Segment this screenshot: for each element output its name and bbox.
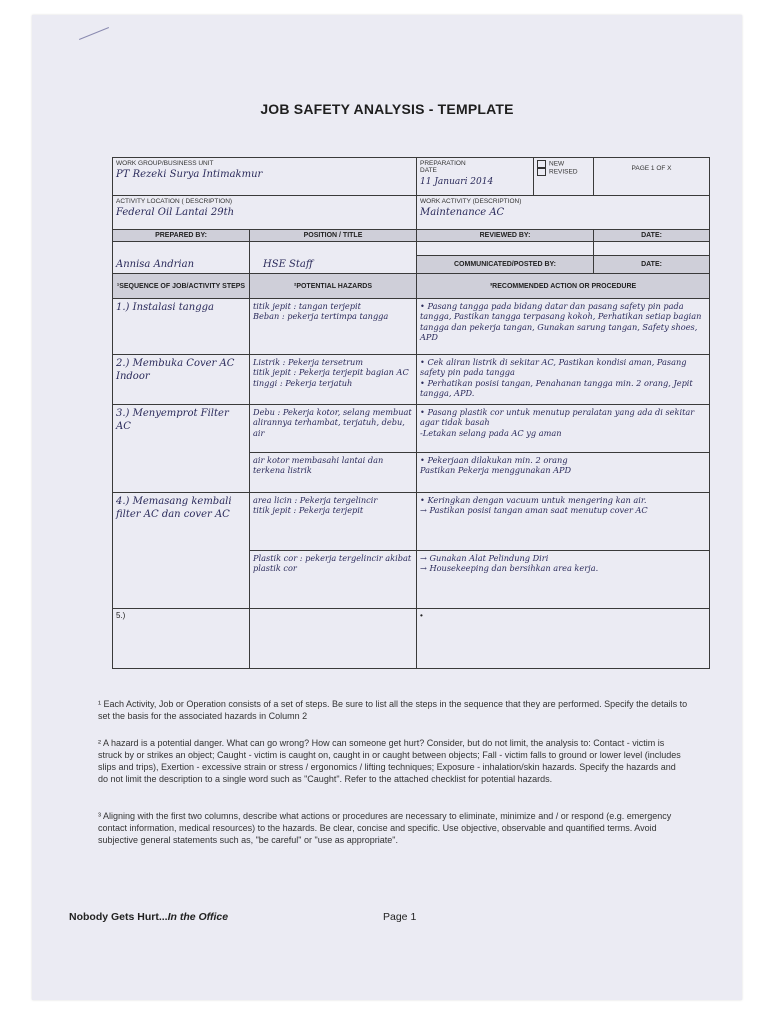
prep-date-label-2: DATE	[420, 167, 437, 175]
hazard-item: area licin : Pekerja tergelincir	[253, 495, 378, 505]
action-item: • Pasang tangga pada bidang datar dan pasang safety pin pada tangga, Pastikan tangga terpasang kokoh, Perhatikan setiap bagian tangga dan pekerja tangan, Gunakan sarung tangan, Safety shoes, APD	[420, 301, 702, 342]
note-3	[98, 810, 688, 846]
reviewed-date-cell	[594, 242, 710, 256]
action-cell	[417, 355, 710, 405]
action-cell	[417, 493, 710, 551]
communicated-header: COMMUNICATED/POSTED BY:	[417, 256, 594, 274]
action-item: • Perhatikan posisi tangan, Penahanan tangga min. 2 orang, Jepit tangga, APD.	[420, 377, 693, 398]
action-item: → Gunakan Alat Pelindung Diri	[420, 553, 549, 563]
date-header: DATE:	[594, 230, 710, 242]
hazard-item: titik jepit : Pekerja terjepit	[253, 505, 364, 516]
document-title: JOB SAFETY ANALYSIS - TEMPLATE	[260, 101, 514, 117]
hazard-cell	[250, 551, 417, 609]
table-row	[113, 609, 710, 669]
hazards-column-header: ²POTENTIAL HAZARDS	[250, 274, 417, 299]
footer-page-number: Page 1	[383, 911, 417, 923]
new-checkbox[interactable]	[537, 160, 546, 168]
pen-mark	[79, 27, 109, 40]
action-item: Pastikan Pekerja menggunakan APD	[420, 465, 572, 476]
hazard-cell	[250, 405, 417, 453]
hazard-item: Debu : Pekerja kotor, selang membuat alirannya terhambat, terjatuh, debu, air	[253, 407, 412, 438]
hazard-item: air kotor membasahi lantai dan terkena listrik	[253, 455, 384, 476]
prepared-by-cell	[113, 242, 250, 274]
action-item: • Cek aliran listrik di sekitar AC, Pastikan kondisi aman, Pasang safety pin pada tangga	[420, 357, 687, 378]
activity-location-cell	[113, 196, 417, 230]
action-item: • Keringkan dengan vacuum untuk mengering kan air.	[420, 495, 647, 505]
hazard-cell	[250, 453, 417, 493]
preparation-date-cell	[417, 158, 534, 196]
action-cell	[417, 299, 710, 355]
action-item: • Pasang plastik cor untuk menutup peralatan yang ada di sekitar agar tidak basah	[420, 407, 695, 428]
work-activity-cell	[417, 196, 710, 230]
note-text: ³ Aligning with the first two columns, describe what actions or procedures are necessary to eliminate, minimize and / or respond (e.g. emergency contact information, medical resources) to the hazards. Be clear, concise and specific. Use objective, observable and quantified terms. Avoid subjective general statements such as, "be careful" or "use as appropriate".	[98, 811, 672, 846]
hazard-item: tinggi : Pekerja terjatuh	[253, 377, 353, 388]
work-activity-label: WORK ACTIVITY (DESCRIPTION)	[420, 198, 522, 205]
prepared-by-header: PREPARED BY:	[113, 230, 250, 242]
action-cell	[417, 551, 710, 609]
hazard-item: titik jepit : Pekerja terjepit bagian AC	[253, 367, 409, 378]
note-2	[98, 737, 688, 786]
note-text: ¹ Each Activity, Job or Operation consists of a set of steps. Be sure to list all the steps in the sequence that they are performed. Specify the details to set the basis for the associated hazards in Column 2	[98, 699, 688, 722]
note-1	[98, 698, 688, 722]
page-cell	[594, 158, 710, 196]
hazard-cell	[250, 299, 417, 355]
jsa-table	[112, 157, 710, 669]
action-item: • Pekerjaan dilakukan min. 2 orang	[420, 455, 568, 465]
new-revised-cell	[534, 158, 594, 196]
reviewed-by-header: REVIEWED BY:	[417, 230, 594, 242]
hazard-cell	[250, 355, 417, 405]
actions-column-header: ³RECOMMENDED ACTION OR PROCEDURE	[417, 274, 710, 299]
work-activity-value: Maintenance AC	[420, 207, 505, 219]
footer-slogan	[69, 911, 228, 923]
activity-location-label: ACTIVITY LOCATION ( DESCRIPTION)	[116, 198, 233, 205]
table-row	[113, 493, 710, 551]
table-row	[113, 355, 710, 405]
prep-date-label-1: PREPARATION	[420, 160, 466, 167]
work-group-cell	[113, 158, 417, 196]
action-item: •	[420, 611, 423, 620]
document-page	[32, 15, 742, 1000]
action-item: → Housekeeping dan bersihkan area kerja.	[420, 563, 599, 574]
date-header-2: DATE:	[594, 256, 710, 274]
table-row	[113, 299, 710, 355]
page-label: PAGE 1 OF X	[631, 165, 672, 172]
step-cell: 4.) Memasang kembali filter AC dan cover AC	[113, 493, 250, 609]
activity-location-value: Federal Oil Lantai 29th	[116, 207, 235, 219]
revised-label: REVISED	[549, 168, 578, 176]
steps-column-header: ¹SEQUENCE OF JOB/ACTIVITY STEPS	[113, 274, 250, 299]
step-cell: 5.)	[113, 609, 250, 669]
action-item: -Letakan selang pada AC yg aman	[420, 427, 562, 438]
action-cell	[417, 405, 710, 453]
action-cell	[417, 453, 710, 493]
footer-slogan-bold: Nobody Gets Hurt...	[69, 911, 168, 923]
position-value: HSE Staff	[263, 259, 313, 270]
work-group-value: PT Rezeki Surya Intimakmur	[116, 169, 263, 181]
hazard-item: Beban : pekerja tertimpa tangga	[253, 311, 389, 322]
hazard-item: Listrik : Pekerja tersetrum	[253, 357, 364, 367]
hazard-cell	[250, 609, 417, 669]
prep-date-value: 11 Januari 2014	[420, 176, 494, 187]
step-cell: 3.) Menyemprot Filter AC	[113, 405, 250, 493]
table-row	[113, 405, 710, 453]
action-cell	[417, 609, 710, 669]
prepared-by-value: Annisa Andrian	[116, 259, 195, 270]
reviewed-by-cell	[417, 242, 594, 256]
note-text: ² A hazard is a potential danger. What can go wrong? How can someone get hurt? Consider, but do not limit, the analysis to: Contact - victim is struck by or strikes an object; Caught - victim is caught on, caught in or caught between objects; Fall - victim falls to ground or lower level (includes slips and trips), Exertion - excessive strain or stress / ergonomics / lifting techniques; Exposure - inhalation/skin hazards. Specify the hazards and do not limit the description to a single word such as "Caught". Refer to the attached checklist for potential hazards.	[98, 738, 681, 785]
step-cell: 2.) Membuka Cover AC Indoor	[113, 355, 250, 405]
position-cell	[250, 242, 417, 274]
hazard-item: Plastik cor : pekerja tergelincir akibat plastik cor	[253, 553, 412, 574]
action-item: → Pastikan posisi tangan aman saat menutup cover AC	[420, 505, 648, 516]
work-group-label: WORK GROUP/BUSINESS UNIT	[116, 160, 214, 167]
revised-checkbox[interactable]	[537, 168, 546, 176]
position-header: POSITION / TITLE	[250, 230, 417, 242]
hazard-item: titik jepit : tangan terjepit	[253, 301, 361, 311]
new-label: NEW	[549, 160, 565, 168]
hazard-cell	[250, 493, 417, 551]
footer-slogan-italic: In the Office	[167, 911, 229, 923]
step-cell: 1.) Instalasi tangga	[113, 299, 250, 355]
